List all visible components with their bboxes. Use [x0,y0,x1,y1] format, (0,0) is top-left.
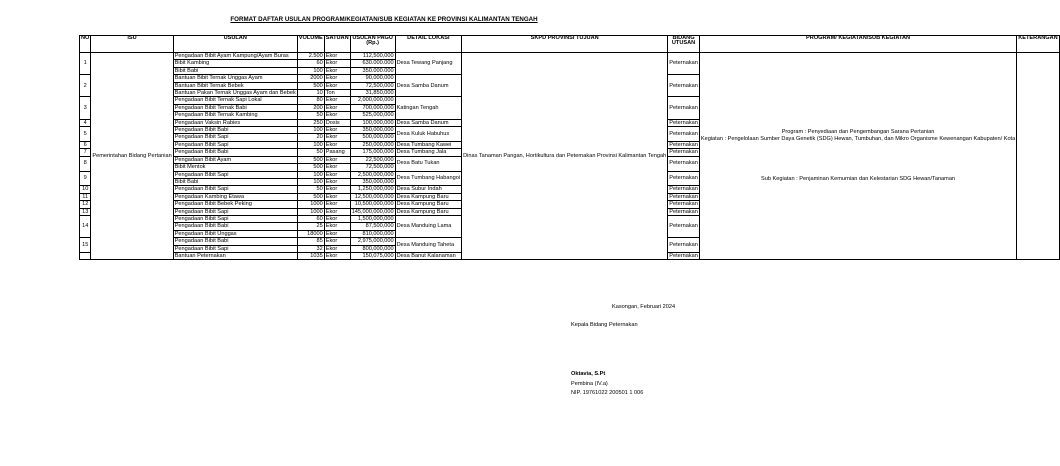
pagu-cell: 87,500,000 [350,223,395,230]
bidang-cell: Peternakan [668,171,700,186]
satuan-cell: Ekor [324,141,350,148]
signature-nip: NIP. 19761022 200501 1 006 [571,390,644,396]
header-skpd: SKPD PROVINSI TUJUAN [462,36,668,53]
satuan-cell: Ekor [324,67,350,74]
volume-cell: 250 [297,119,324,126]
kegiatan-text: Kegiatan : Pengelolaan Sumber Daya Genetik (SDG) Hewan, Tumbuhan, dan Mikro Organisme Kewenangan Kabupaten/ Kota [700,135,1016,142]
lokasi-cell: Desa Manduing Taheta [395,238,461,253]
satuan-cell: Ekor [324,245,350,252]
usulan-cell: Bantuan Bibit Ternak Bebek [173,82,297,89]
volume-cell: 1000 [297,201,324,208]
bidang-cell: Peternakan [668,238,700,253]
header-lokasi: DETAIL LOKASI [395,36,461,53]
lokasi-cell: Desa Samba Danum [395,119,461,126]
usulan-cell: Pengadaan Bibit Babi [173,238,297,245]
usulan-cell: Pengadaan Bibit Sapi [173,215,297,222]
bidang-cell: Peternakan [668,127,700,142]
pagu-cell: 350,000,000 [350,127,395,134]
bidang-cell: Peternakan [669,186,698,193]
volume-cell: 20 [297,134,324,141]
pagu-cell: 112,500,000 [350,53,395,60]
lokasi-cell: Desa Kampung Baru [395,208,461,215]
usulan-cell: Bantuan Peternakan [173,252,297,259]
satuan-cell: Ekor [324,134,350,141]
bidang-cell: Peternakan [668,156,700,171]
lokasi-cell: Desa Tumbang Habangoi [395,171,461,186]
satuan-cell: Ekor [324,112,350,119]
signature-rank: Pembina (IV.a) [571,381,608,387]
pagu-cell: 2,500,000,000 [350,171,395,178]
pagu-cell: 1,500,000,000 [350,215,395,222]
row-number: 1 [80,53,91,75]
row-number [80,252,91,259]
usulan-cell: Bibit Babi [173,67,297,74]
header-pagu: USULAN PAGU (Rp.) [350,36,395,53]
usulan-cell: Pengadaan Bibit Ayam [173,156,297,163]
program-text: Program : Penyediaan dan Pengembangan Sarana Pertanian [781,129,935,136]
row-number: 8 [80,156,91,171]
pagu-cell: 2,975,000,000 [350,238,395,245]
pagu-cell: 31,850,000 [350,90,395,97]
header-isu: ISU [91,36,173,53]
pagu-cell: 350,000,000 [350,178,395,185]
row-number: 3 [80,97,91,119]
lokasi-cell: Desa Tumbang Kawei [395,141,461,148]
header-no: NO [80,36,91,53]
usulan-cell: Bantuan Bibit Ternak Unggas Ayam [173,75,297,82]
volume-cell: 500 [297,156,324,163]
volume-cell: 85 [297,238,324,245]
pagu-cell: 250,000,000 [350,141,395,148]
usulan-cell: Bibit Mentok [173,164,297,171]
satuan-cell: Pasang [324,149,350,156]
pagu-cell: 1,250,000,000 [350,186,395,193]
satuan-cell: Ekor [324,164,350,171]
row-number: 4 [80,119,91,126]
row-number: 13 [80,208,91,215]
isu-cell: Pemerintahan Bidang Pertanian [91,53,173,260]
usulan-cell: Pengadaan Bibit Ayam Kampung/Ayam Buras [173,53,297,60]
satuan-cell: Ekor [324,156,350,163]
bidang-cell: Peternakan [668,97,700,119]
lokasi-cell: Desa Kampung Baru [395,193,461,200]
lokasi-cell: Desa Kuluk Habuhus [395,127,461,142]
satuan-cell: Ekor [324,208,350,215]
satuan-cell: Ekor [324,186,350,193]
volume-cell: 2.500 [297,53,324,60]
pagu-cell: 800,000,000 [350,245,395,252]
lokasi-cell: Desa Subur Indah [395,186,461,193]
lokasi-cell: Desa Tewang Panjang [395,53,461,75]
row-number: 9 [80,171,91,186]
pagu-cell: 22,500,000 [350,156,395,163]
pagu-cell: 90,000,000 [350,75,395,82]
pagu-cell: 2,000,000,000 [350,97,395,104]
satuan-cell: Ekor [324,75,350,82]
skpd-cell: Dinas Tanaman Pangan, Hortikultura dan Peternakan Provinsi Kalimantan Tengah [462,53,668,260]
bidang-cell: Peternakan [669,252,698,259]
lokasi-cell: Desa Samba Danum [395,75,461,97]
header-bidang: BIDANG UTUSAN [668,36,700,53]
pagu-cell: 700,000,000 [350,104,395,111]
volume-cell: 500 [297,193,324,200]
satuan-cell: Ekor [324,215,350,222]
satuan-cell: Ekor [324,60,350,67]
pagu-cell: 150,075,000 [350,252,395,259]
bidang-cell: Peternakan [668,75,700,97]
volume-cell: 100 [297,127,324,134]
volume-cell: 25 [297,223,324,230]
volume-cell: 500 [297,164,324,171]
satuan-cell: Ekor [324,193,350,200]
volume-cell: 60 [297,215,324,222]
usulan-cell: Pengadaan Bibit Sapi [173,134,297,141]
row-number: 6 [80,141,91,148]
lokasi-cell: Katingan Tengah [395,97,461,119]
pagu-cell: 630.000.000 [350,60,395,67]
row-number: 10 [80,186,91,193]
usulan-table [79,35,1060,260]
row-number: 12 [80,201,91,208]
bidang-cell: Peternakan [668,215,700,237]
volume-cell: 1035 [297,252,324,259]
volume-cell: 100 [297,178,324,185]
usulan-cell: Pengadaan Bibit Bebek Peking [173,201,297,208]
header-satuan: SATUAN [324,36,350,53]
usulan-cell: Pengadaan Bibit Ternak Sapi Lokal [173,97,297,104]
satuan-cell: Ekor [324,230,350,237]
usulan-cell: Pengadaan Kambing Etawa [173,193,297,200]
satuan-cell: Ekor [324,97,350,104]
satuan-cell: Ekor [324,201,350,208]
volume-cell: 50 [297,149,324,156]
bidang-cell: Peternakan [669,193,698,200]
header-usulan: USULAN [173,36,297,53]
keterangan-cell [1017,53,1059,260]
pagu-cell: 100,000,000 [350,119,395,126]
header-row [80,36,1060,53]
satuan-cell: Dosis [324,119,350,126]
pagu-cell: 500,000,000 [350,134,395,141]
lokasi-cell: Desa Manduing Lama [395,215,461,237]
pagu-cell: 12,500,000,000 [350,193,395,200]
usulan-cell: Pengadaan Bibit Ternak Babi [173,104,297,111]
header-program: PROGRAM/ KEGIATAN/SUB KEGIATAN [699,36,1016,53]
satuan-cell: Ekor [324,104,350,111]
pagu-cell: 175,000,000 [350,149,395,156]
usulan-cell: Pengadaan Bibit Sapi [173,208,297,215]
satuan-cell: Ekor [324,171,350,178]
subkegiatan-text: Sub Kegiatan : Penjaminan Kemurnian dan Kelestarian SDG Hewan/Tanaman [761,176,956,183]
usulan-cell: Bibit Kambing [173,60,297,67]
volume-cell: 200 [297,104,324,111]
usulan-cell: Pengadaan Bibit Sapi [173,141,297,148]
row-number: 15 [80,238,91,253]
bidang-cell: Peternakan [669,119,698,126]
volume-cell: 100 [297,67,324,74]
document-title: FORMAT DAFTAR USULAN PROGRAM/KEGIATAN/SUB KEGIATAN KE PROVINSI KALIMANTAN TENGAH [230,16,538,23]
volume-cell: 500 [297,82,324,89]
volume-cell: 80 [297,97,324,104]
usulan-cell: Bantuan Pakan Ternak Unggas Ayam dan Bebek [174,90,296,97]
usulan-cell: Pengadaan Bibit Babi [173,149,297,156]
satuan-cell: Ekor [324,223,350,230]
pagu-cell: 810,000,000 [350,230,395,237]
pagu-cell: 525,000,000 [350,112,395,119]
usulan-cell: Pengadaan Bibit Babi [173,223,297,230]
bidang-cell: Peternakan [669,201,698,208]
row-number: 5 [80,127,91,142]
pagu-cell: 72,500,000 [350,164,395,171]
usulan-cell: Pengadaan Bibit Sapi [173,186,297,193]
signature-name: Oktavia, S.Pt [571,371,606,377]
header-keterangan: KETERANGAN [1017,36,1059,53]
lokasi-cell: Desa Banut Kalanaman [395,252,461,259]
volume-cell: 60 [297,60,324,67]
usulan-cell: Pengadaan Bibit Unggas [173,230,297,237]
header-volume: VOLUME [297,36,324,53]
row-number: 7 [80,149,91,156]
volume-cell: 2000 [297,75,324,82]
pagu-cell: 145,000,000,000 [351,208,394,215]
volume-cell: 100 [297,141,324,148]
usulan-cell: Pengadaan Bibit Sapi [173,171,297,178]
usulan-cell: Pengadaan Bibit Babi [173,127,297,134]
lokasi-cell: Desa Batu Tukan [395,156,461,171]
volume-cell: 1000 [297,208,324,215]
row-number: 2 [80,75,91,97]
satuan-cell: Ekor [324,238,350,245]
bidang-cell: Peternakan [668,53,700,75]
lokasi-cell: Desa Tumbang Jala [395,149,461,156]
usulan-cell: Pengadaan Bibit Sapi [173,245,297,252]
volume-cell: 18000 [297,230,324,237]
volume-cell: 50 [297,186,324,193]
volume-cell: 100 [297,171,324,178]
usulan-cell: Bibit Babi [173,178,297,185]
usulan-cell: Pengadaan Vaksin Rabies [173,119,297,126]
volume-cell: 32 [297,245,324,252]
row-number: 14 [80,215,91,237]
usulan-cell: Pengadaan Bibit Ternak Kambing [173,112,297,119]
signature-role: Kepala Bidang Peternakan [571,322,638,328]
bidang-cell: Peternakan [669,149,698,156]
volume-cell: 10 [297,90,324,97]
table-row [80,53,1060,60]
bidang-cell: Peternakan [669,208,698,215]
row-number: 11 [80,193,91,200]
bidang-cell: Peternakan [669,141,698,148]
satuan-cell: Ekor [324,127,350,134]
satuan-cell: Ekor [324,82,350,89]
pagu-cell: 10,500,000,000 [350,201,395,208]
satuan-cell: Ton [324,90,350,97]
volume-cell: 50 [297,112,324,119]
lokasi-cell: Desa Kampung Baru [395,201,461,208]
pagu-cell: 72,500,000 [350,82,395,89]
satuan-cell: Ekor [324,178,350,185]
program-cell [699,53,1016,260]
pagu-cell: 350.000.000 [350,67,395,74]
satuan-cell: Ekor [324,252,350,259]
satuan-cell: Ekor [324,53,350,60]
signature-place-date: Kasongan, Februari 2024 [612,304,676,310]
